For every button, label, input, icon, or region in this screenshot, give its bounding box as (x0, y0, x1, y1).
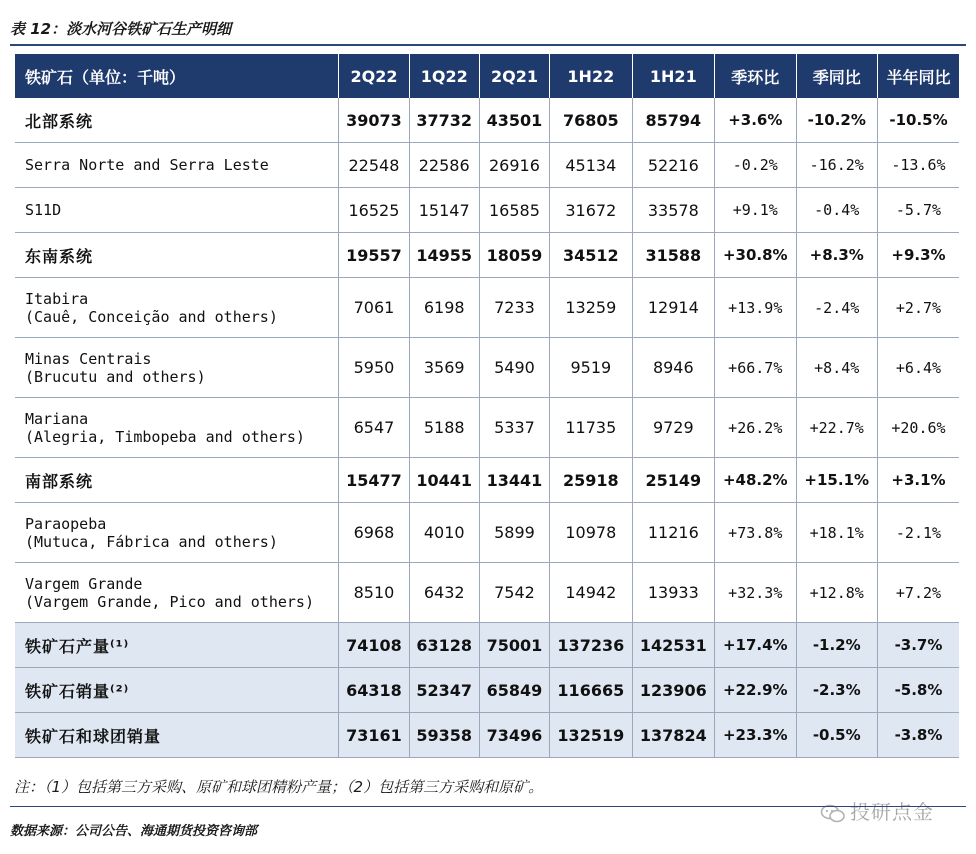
table-cell: 37732 (409, 98, 479, 143)
table-cell: 7542 (479, 563, 549, 623)
table-cell: -3.8% (877, 713, 959, 758)
table-cell: +12.8% (796, 563, 877, 623)
table-cell: 31672 (550, 188, 632, 233)
row-label (15, 143, 339, 188)
table-row (15, 338, 959, 398)
row-name: 铁矿石和球团销量 (25, 726, 162, 746)
source-divider (10, 806, 966, 807)
table-cell: -0.2% (715, 143, 796, 188)
row-name: 铁矿石销量⁽²⁾ (25, 681, 130, 701)
table-cell: +17.4% (715, 623, 796, 668)
table-cell: +9.3% (877, 233, 959, 278)
table-cell: -0.5% (796, 713, 877, 758)
table-cell: +13.9% (715, 278, 796, 338)
iron-ore-production-table (15, 54, 959, 758)
table-cell: +3.1% (877, 458, 959, 503)
table-cell: 137236 (550, 623, 632, 668)
table-row (15, 713, 959, 758)
table-cell: 5337 (479, 398, 549, 458)
row-subname: (Alegria, Timbopeba and others) (25, 427, 305, 446)
table-cell: 59358 (409, 713, 479, 758)
table-cell: -2.4% (796, 278, 877, 338)
row-name: Minas Centrais (25, 349, 152, 368)
row-label (15, 398, 339, 458)
table-cell: -2.3% (796, 668, 877, 713)
table-cell: 14942 (550, 563, 632, 623)
table-cell: -1.2% (796, 623, 877, 668)
table-row (15, 503, 959, 563)
table-cell: -5.7% (877, 188, 959, 233)
row-subname: (Cauê, Conceição and others) (25, 307, 278, 326)
table-cell: -0.4% (796, 188, 877, 233)
table-cell: 15477 (339, 458, 409, 503)
header-cell: 季环比 (715, 54, 796, 98)
table-cell: -10.5% (877, 98, 959, 143)
table-cell: 25918 (550, 458, 632, 503)
table-cell: -16.2% (796, 143, 877, 188)
table-cell: 16585 (479, 188, 549, 233)
table-cell: +23.3% (715, 713, 796, 758)
table-cell: 75001 (479, 623, 549, 668)
row-label (15, 458, 339, 503)
table-cell: +22.9% (715, 668, 796, 713)
table-cell: -5.8% (877, 668, 959, 713)
row-label (15, 563, 339, 623)
table-cell: +9.1% (715, 188, 796, 233)
header-cell: 铁矿石（单位：千吨） (15, 54, 339, 98)
row-name: Mariana (25, 409, 89, 428)
row-label (15, 668, 339, 713)
data-source: 数据来源：公司公告、海通期货投资咨询部 (10, 824, 258, 839)
row-subname: (Vargem Grande, Pico and others) (25, 592, 314, 611)
table-row (15, 398, 959, 458)
row-name: 北部系统 (25, 111, 94, 131)
table-cell: 85794 (632, 98, 714, 143)
table-cell: 76805 (550, 98, 632, 143)
table-cell: 22586 (409, 143, 479, 188)
table-cell: +32.3% (715, 563, 796, 623)
table-cell: +3.6% (715, 98, 796, 143)
table-cell: +20.6% (877, 398, 959, 458)
table-cell: 73496 (479, 713, 549, 758)
table-cell: 22548 (339, 143, 409, 188)
table-cell: 5188 (409, 398, 479, 458)
header-row (15, 54, 959, 98)
table-cell: 10441 (409, 458, 479, 503)
table-cell: 73161 (339, 713, 409, 758)
table-row (15, 668, 959, 713)
table-cell: 13933 (632, 563, 714, 623)
table-cell: 13259 (550, 278, 632, 338)
row-name: Serra Norte and Serra Leste (25, 156, 269, 174)
row-label (15, 503, 339, 563)
table-cell: 5490 (479, 338, 549, 398)
table-row (15, 143, 959, 188)
row-name: 南部系统 (25, 471, 94, 491)
table-cell: 132519 (550, 713, 632, 758)
table-cell: 11216 (632, 503, 714, 563)
title-divider (10, 44, 966, 46)
table-cell: 33578 (632, 188, 714, 233)
table-row (15, 458, 959, 503)
row-label (15, 623, 339, 668)
header-cell: 季同比 (796, 54, 877, 98)
table-cell: 34512 (550, 233, 632, 278)
table-cell: 123906 (632, 668, 714, 713)
table-cell: 19557 (339, 233, 409, 278)
table-cell: 4010 (409, 503, 479, 563)
table-cell: 52347 (409, 668, 479, 713)
table-cell: +48.2% (715, 458, 796, 503)
table-row (15, 98, 959, 143)
table-cell: 45134 (550, 143, 632, 188)
table-cell: 9519 (550, 338, 632, 398)
table-cell: +18.1% (796, 503, 877, 563)
row-label (15, 278, 339, 338)
table-cell: +15.1% (796, 458, 877, 503)
table-cell: +6.4% (877, 338, 959, 398)
table-title: 表 12：淡水河谷铁矿石生产明细 (10, 20, 232, 38)
table-cell: 5899 (479, 503, 549, 563)
table-cell: 142531 (632, 623, 714, 668)
table-cell: +22.7% (796, 398, 877, 458)
row-name: Paraopeba (25, 514, 107, 533)
header-cell: 2Q22 (339, 54, 409, 98)
table-cell: +73.8% (715, 503, 796, 563)
table-cell: 13441 (479, 458, 549, 503)
table-cell: +8.4% (796, 338, 877, 398)
table-row (15, 623, 959, 668)
row-label (15, 233, 339, 278)
table-cell: 65849 (479, 668, 549, 713)
table-cell: 137824 (632, 713, 714, 758)
table-cell: 10978 (550, 503, 632, 563)
table-cell: -2.1% (877, 503, 959, 563)
table-cell: 6198 (409, 278, 479, 338)
table-cell: 6547 (339, 398, 409, 458)
header-cell: 1Q22 (409, 54, 479, 98)
row-subname: (Mutuca, Fábrica and others) (25, 532, 278, 551)
table-cell: 74108 (339, 623, 409, 668)
table-cell: +8.3% (796, 233, 877, 278)
row-subname: (Brucutu and others) (25, 367, 206, 386)
table-row (15, 233, 959, 278)
watermark (820, 796, 934, 825)
watermark-text: 投研点金 (850, 800, 934, 824)
table-cell: 116665 (550, 668, 632, 713)
row-name: 东南系统 (25, 246, 94, 266)
header-cell: 1H22 (550, 54, 632, 98)
table-cell: +7.2% (877, 563, 959, 623)
header-cell: 半年同比 (877, 54, 959, 98)
table-row (15, 563, 959, 623)
row-name: 铁矿石产量⁽¹⁾ (25, 636, 130, 656)
table-row (15, 188, 959, 233)
table-cell: +26.2% (715, 398, 796, 458)
table-cell: +66.7% (715, 338, 796, 398)
row-name: S11D (25, 201, 62, 219)
table-cell: +30.8% (715, 233, 796, 278)
table-cell: 43501 (479, 98, 549, 143)
table-cell: 12914 (632, 278, 714, 338)
footnote: 注：（1）包括第三方采购、原矿和球团精粉产量；（2）包括第三方采购和原矿。 (14, 778, 544, 796)
row-name: Vargem Grande (25, 574, 143, 593)
row-label (15, 338, 339, 398)
table-cell: -13.6% (877, 143, 959, 188)
table-cell: 26916 (479, 143, 549, 188)
table-cell: +2.7% (877, 278, 959, 338)
table-cell: -10.2% (796, 98, 877, 143)
table-cell: 52216 (632, 143, 714, 188)
table-cell: 18059 (479, 233, 549, 278)
table-cell: 63128 (409, 623, 479, 668)
table-cell: 5950 (339, 338, 409, 398)
table-cell: 6432 (409, 563, 479, 623)
table-row (15, 278, 959, 338)
table-cell: 9729 (632, 398, 714, 458)
table-cell: 8946 (632, 338, 714, 398)
table-cell: 3569 (409, 338, 479, 398)
header-cell: 2Q21 (479, 54, 549, 98)
table-cell: 39073 (339, 98, 409, 143)
table-cell: 64318 (339, 668, 409, 713)
table-cell: 7233 (479, 278, 549, 338)
row-label (15, 713, 339, 758)
row-label (15, 98, 339, 143)
header-cell: 1H21 (632, 54, 714, 98)
table-cell: 7061 (339, 278, 409, 338)
table-cell: 16525 (339, 188, 409, 233)
table-cell: 14955 (409, 233, 479, 278)
table-cell: 8510 (339, 563, 409, 623)
table-cell: 15147 (409, 188, 479, 233)
table-cell: 11735 (550, 398, 632, 458)
table-cell: 31588 (632, 233, 714, 278)
row-name: Itabira (25, 289, 89, 308)
row-label (15, 188, 339, 233)
table-cell: 25149 (632, 458, 714, 503)
table-cell: 6968 (339, 503, 409, 563)
table-cell: -3.7% (877, 623, 959, 668)
